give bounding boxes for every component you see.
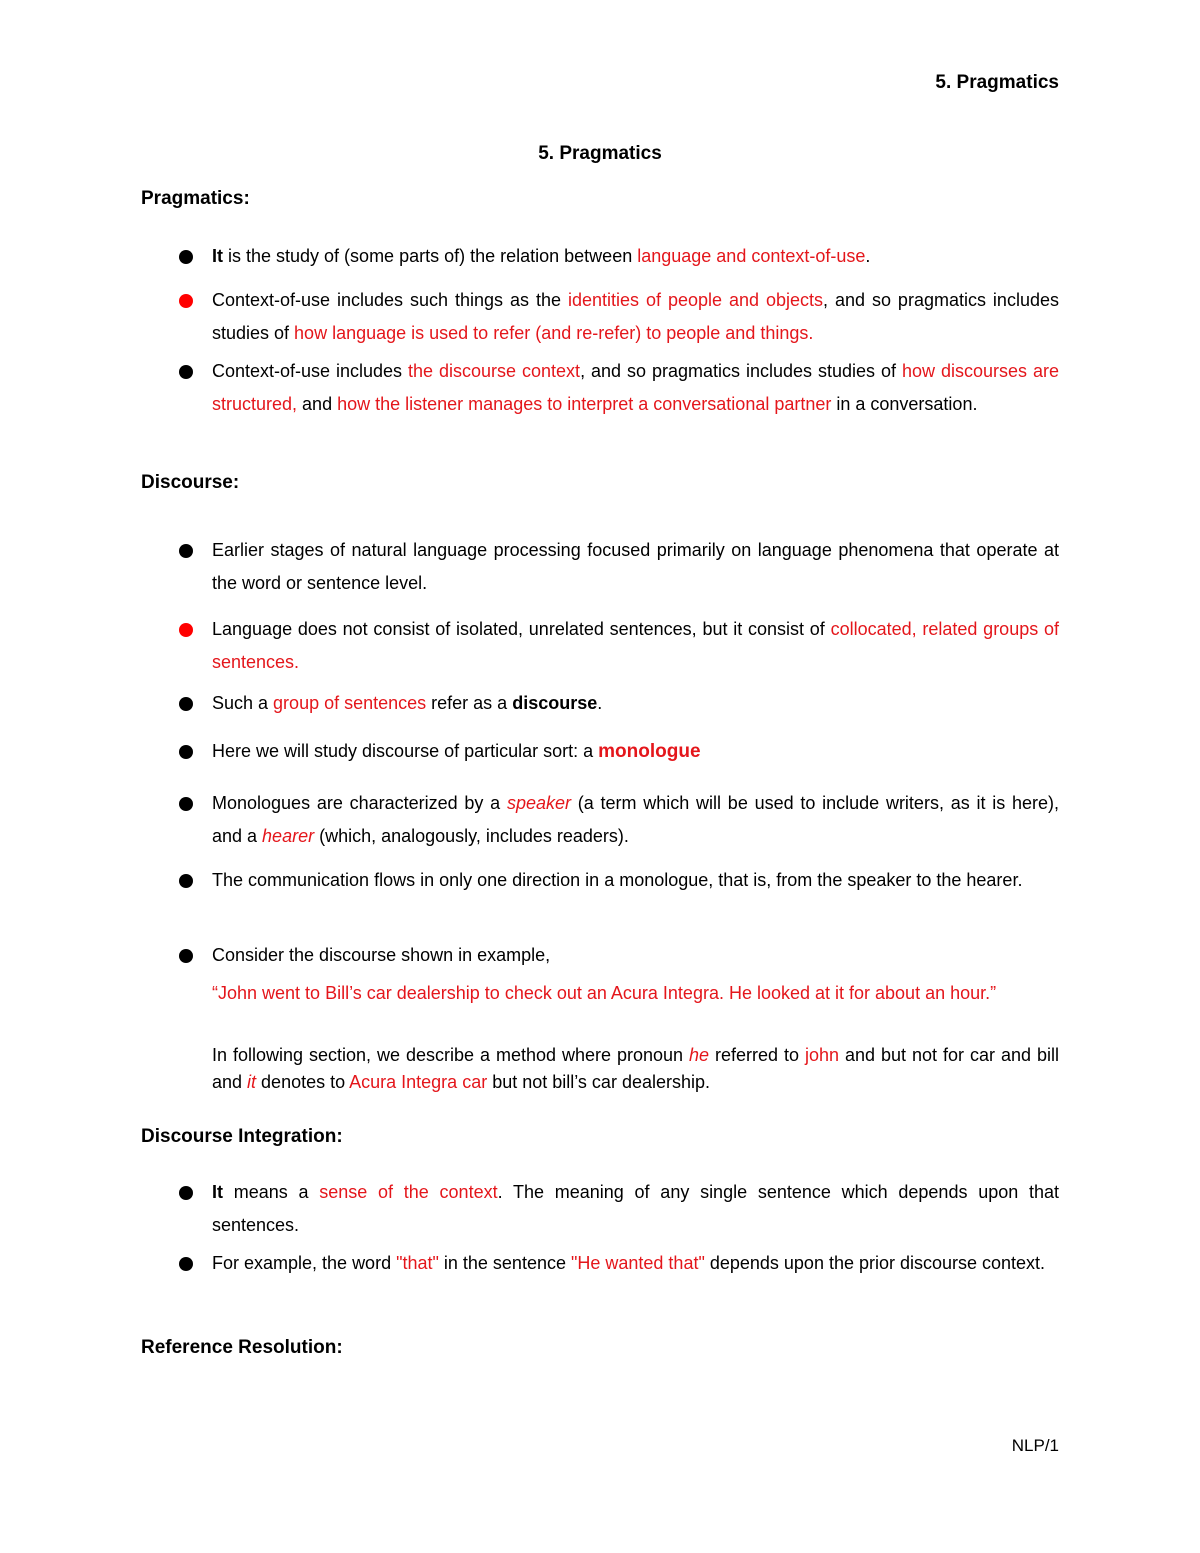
bullet-icon xyxy=(179,697,193,711)
bullet-icon xyxy=(179,365,193,379)
bullet-text: It means a sense of the context. The meaning of any single sentence which depends upon that sentences. xyxy=(212,1182,1059,1235)
bullet-icon xyxy=(179,1257,193,1271)
bullet-icon xyxy=(179,797,193,811)
explanation-text: In following section, we describe a method where pronoun he referred to john and but not for car and bill and it denotes to Acura Integra car but not bill’s car dealership. xyxy=(212,1045,1060,1092)
page-title: 5. Pragmatics xyxy=(538,143,662,164)
bullet-text: Context-of-use includes such things as the identities of people and objects, and so pragmatics includes studies of how language is used to refer (and re-refer) to people and things. xyxy=(212,290,1059,343)
bullet-text: For example, the word "that" in the sentence "He wanted that" depends upon the prior discourse context. xyxy=(212,1253,1046,1273)
bullet-icon xyxy=(179,745,193,759)
section-heading-pragmatics: Pragmatics: xyxy=(141,188,250,209)
running-header: 5. Pragmatics xyxy=(935,72,1059,93)
bullet-text: Language does not consist of isolated, unrelated sentences, but it consist of collocated, related groups of sentences. xyxy=(212,619,1059,672)
bullet-text: Consider the discourse shown in example, xyxy=(212,945,551,965)
bullet-icon xyxy=(179,1186,193,1200)
bullet-text: Monologues are characterized by a speaker (a term which will be used to include writers, as it is here), and a hearer (which, analogously, includes readers). xyxy=(212,793,1059,846)
page-number: NLP/1 xyxy=(1011,1436,1059,1455)
bullet-text: Such a group of sentences refer as a discourse. xyxy=(212,693,603,713)
bullet-text: Earlier stages of natural language processing focused primarily on language phenomena that operate at the word or sentence level. xyxy=(212,540,1059,593)
section-heading-reference-resolution: Reference Resolution: xyxy=(141,1337,343,1358)
bullet-text: It is the study of (some parts of) the relation between language and context-of-use. xyxy=(212,246,871,266)
bullet-icon xyxy=(179,623,193,637)
section-heading-discourse: Discourse: xyxy=(141,472,240,493)
bullet-icon xyxy=(179,294,193,308)
section-heading-discourse-integration: Discourse Integration: xyxy=(141,1126,343,1147)
bullet-icon xyxy=(179,874,193,888)
bullet-icon xyxy=(179,250,193,264)
bullet-text: Context-of-use includes the discourse context, and so pragmatics includes studies of how discourses are structured, and how the listener manages to interpret a conversational partner in a conversation. xyxy=(212,361,1059,414)
bullet-text: The communication flows in only one direction in a monologue, that is, from the speaker to the hearer. xyxy=(212,870,1023,890)
bullet-icon xyxy=(179,949,193,963)
bullet-text: Here we will study discourse of particular sort: a monologue xyxy=(212,741,701,762)
quote-text: “John went to Bill’s car dealership to check out an Acura Integra. He looked at it for about an hour.” xyxy=(212,983,997,1003)
bullet-icon xyxy=(179,544,193,558)
